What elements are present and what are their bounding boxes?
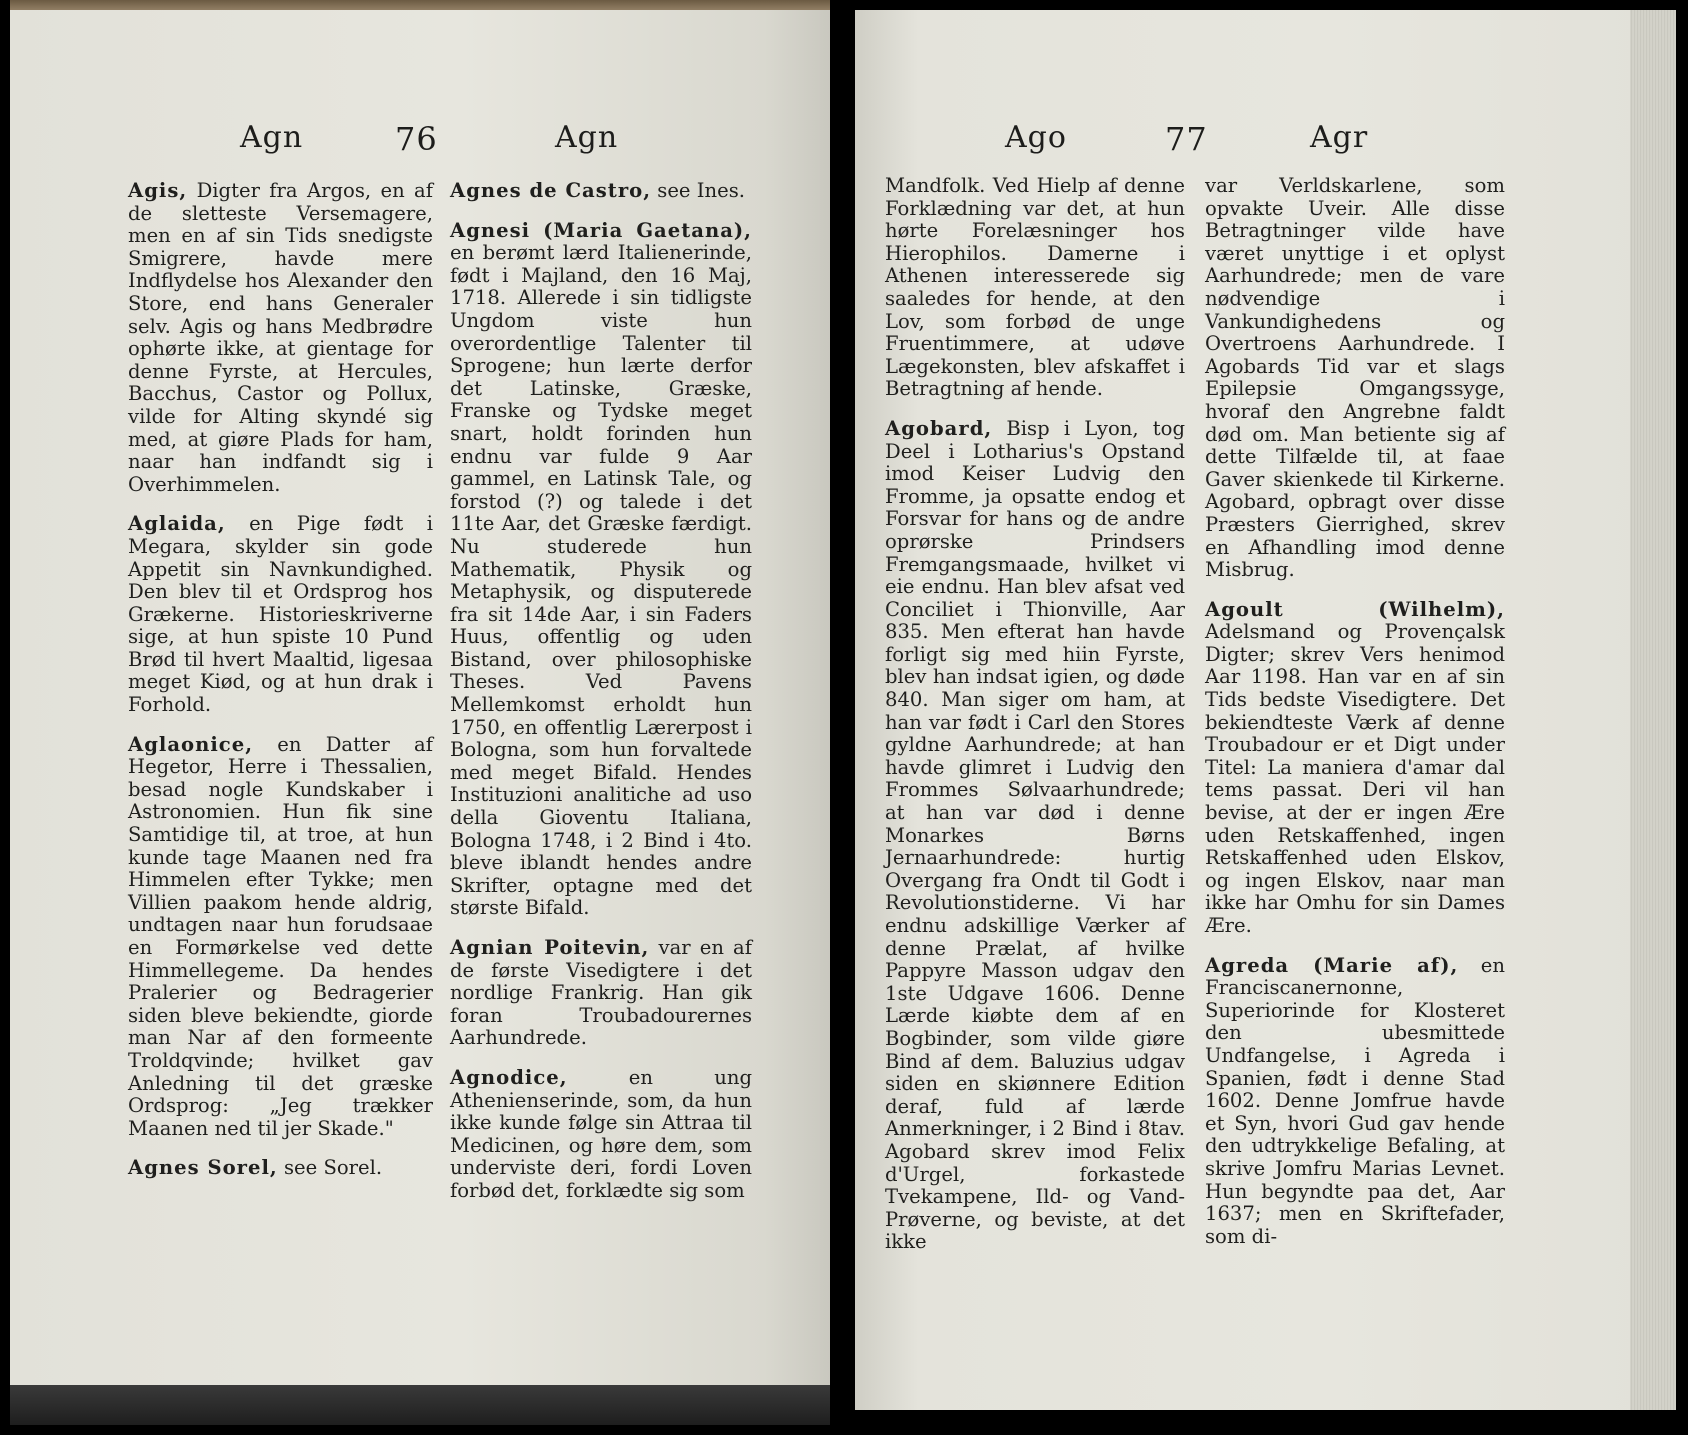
entry-text: var en af de første Visedigtere i det nordlige Frankrig. Han gik foran Troubadourernes Aarhundrede. [450,936,752,1050]
entry-text: en berømt lærd Italienerinde, født i Majland, den 16 Maj, 1718. Allerede i sin tidligste Ungdom viste hun overordentlige Talenter til Sprogene; hun lærte derfor det Latinske, Græske, Franske og Tydske meget snart, holdt forinden hun endnu var fulde 9 Aar gammel, en Latinsk Tale, og forstod (?) og talede i det 11te Aar, det Græske færdigt. Nu studerede hun Mathematik, Physik og Metaphysik, og disputerede fra sit 14de Aar, i sin Faders Huus, offentlig og uden Bistand, over philosophiske Theses. Ved Pavens Mellemkomst erholdt hun 1750, en offentlig Lærerpost i Bologna, som hun forvaltede med meget Bifald. Hendes Instituzioni analitiche ad uso della Gioventu Italiana, Bologna 1748, i 2 Bind i 4to. bleve iblandt hendes andre Skrifter, optagne med det største Bifald. [450,241,752,920]
entry-agobard [885,418,1185,1254]
entry-text: see Ines. [657,179,745,202]
book-fore-edge [1630,10,1676,1410]
right-column-1 [885,175,1185,1254]
entry-text: Digter fra Argos, en af de sletteste Versemagere, men en af sin Tids snedigste Smigrere, havde mere Indflydelse hos Alexander den Store, end hans Generaler selv. Agis og hans Medbrødre ophørte ikke, at gientage for denne Fyrste, at Hercules, Bacchus, Castor og Pollux, vilde for Alting skyndé sig med, at giøre Plads for ham, naar han indfandt sig i Overhimmelen. [128,179,433,496]
entry-text: var Verldskarlene, som opvakte Uveir. Alle disse Betragtninger vilde have været unyttige i et oplyst Aarhundrede; men de vare nødvendige i Vankundighedens og Overtroens Aarhundrede. I Agobards Tid var et slags Epilepsie Omgangssyge, hvoraf den Angrebne faldt død om. Man betiente sig af dette Tilfælde til, at faae Gaver skienkede til Kirkerne. Agobard, opbragt over disse Præsters Gierrighed, skrev en Afhandling imod denne Misbrug. [1205,174,1505,582]
entry-head: Aglaida, [128,512,226,536]
right-header-left: Ago [1005,120,1067,155]
right-page [855,10,1645,1410]
left-header-right: Agn [555,120,619,155]
entry-agnesi [450,220,752,920]
entry-agnes-de-castro [450,180,752,203]
right-page-number: 77 [1165,120,1208,158]
entry-head: Agnesi (Maria Gaetana), [450,218,752,242]
entry-head: Agnes Sorel, [128,1156,278,1180]
entry-head: Agnodice, [450,1065,568,1089]
entry-agnes-sorel [128,1157,433,1180]
left-column-2 [450,180,752,1203]
entry-head: Agreda (Marie af), [1205,953,1459,977]
entry-agnian-poitevin [450,937,752,1050]
entry-agnodice [450,1067,752,1203]
entry-text: see Sorel. [283,1156,383,1180]
entry-head: Agobard, [885,416,993,440]
entry-text: en ung Athenienserinde, som, da hun ikke kunde følge sin Attraa til Medicinen, og høre dem, som underviste deri, fordi Loven forbød det, forklædte sig som [450,1065,752,1202]
left-header-left: Agn [240,120,304,155]
entry-text: en Datter af Hegetor, Herre i Thessalien, besad nogle Kundskaber i Astronomien. Hun fik sine Samtidige til, at troe, at hun kunde tage Maanen ned fra Himmelen efter Tykke; men Villien paakom hende aldrig, undtagen naar hun forudsaae en Formørkelse ved dette Himmellegeme. Da hendes Pralerier og Bedragerier siden bleve bekiendte, giorde man Nar af den formeente Troldqvinde; hvilket gav Anledning til det græske Ordsprog: „Jeg trækker Maanen ned til jer Skade." [128,732,433,1140]
entry-agreda [1205,955,1505,1249]
entry-agis [128,180,433,496]
entry-text: en Franciscanernonne, Superiorinde for Klosteret den ubesmittede Undfangelse, i Agreda i Spanien, født i denne Stad 1602. Denne Jomfrue havde et Syn, hvori Gud gav hende den udtrykkelige Befaling, at skrive Jomfru Marias Levnet. Hun begyndte paa det, Aar 1637; men en Skriftefader, som di- [1205,953,1505,1248]
entry-text: en Pige født i Megara, skylder sin gode Appetit sin Navnkundighed. Den blev til et Ordsprog hos Grækerne. Historieskriverne sige, at hun spiste 10 Pund Brød til hvert Maaltid, ligesaa meget Kiød, og at hun drak i Forhold. [128,512,433,717]
entry-head: Agnian Poitevin, [450,936,650,959]
left-column-1 [128,180,433,1180]
left-page-number: 76 [395,120,438,158]
entry-text: Bisp i Lyon, tog Deel i Lotharius's Opstand imod Keiser Ludvig den Fromme, ja opsatte endog et Forsvar for hans og de andre oprørske Prindsers Fremgangsmaade, hvilket vi eie endnu. Han blev afsat ved Conciliet i Thionville, Aar 835. Men efterat han havde forligt sig med hiin Fyrste, blev han indsat igien, og døde 840. Man siger om ham, at han var født i Carl den Stores gyldne Aarhundrede; at han havde glimret i Ludvig den Frommes Sølvaarhundrede; at han var død i denne Monarkes Børns Jernaarhundrede: hurtig Overgang fra Ondt til Godt i Revolutionstiderne. Vi har endnu adskillige Værker af denne Prælat, af hvilke Pappyre Masson udgav den 1ste Udgave 1606. Denne Lærde kiøbte dem af en Bogbinder, som vilde giøre Bind af dem. Baluzius udgav siden en skiønnere Edition deraf, fuld af lærde Anmerkninger, i 2 Bind i 8tav. Agobard skrev imod Felix d'Urgel, forkastede Tvekampene, Ild- og Vand-Prøverne, og beviste, at det ikke [885,416,1185,1254]
entry-agoult [1205,599,1505,938]
entry-head: Agoult (Wilhelm), [1205,597,1505,621]
entry-agobard-continued [1205,175,1505,582]
left-page [10,10,830,1422]
entry-text: Mandfolk. Ved Hielp af denne Forklædning var det, at hun hørte Forelæsninger hos Hierophilos. Damerne i Athenen interesserede sig saaledes for hende, at den Lov, som forbød de unge Fruentimmere, at udøve Lægekonsten, blev afskaffet i Betragtning af hende. [885,174,1185,401]
right-header-right: Agr [1310,120,1369,155]
entry-aglaida [128,513,433,716]
entry-head: Agnes de Castro, [450,179,652,202]
right-column-2 [1205,175,1505,1248]
entry-head: Agis, [128,179,188,202]
page-bottom-edge [10,1385,830,1425]
entry-aglaonice [128,734,433,1141]
entry-head: Aglaonice, [128,732,254,756]
entry-text: Adelsmand og Provençalsk Digter; skrev Vers henimod Aar 1198. Han var en af sin Tids bedste Visedigtere. Det bekiendteste Værk af denne Troubadour er et Digt under Titel: La maniera d'amar dal tems passat. Deri vil han bevise, at der er ingen Ære uden Retskaffenhed, ingen Retskaffenhed uden Elskov, og ingen Elskov, naar man ikke har Omhu for sin Dames Ære. [1205,620,1505,937]
entry-agnodice-continued [885,175,1185,401]
